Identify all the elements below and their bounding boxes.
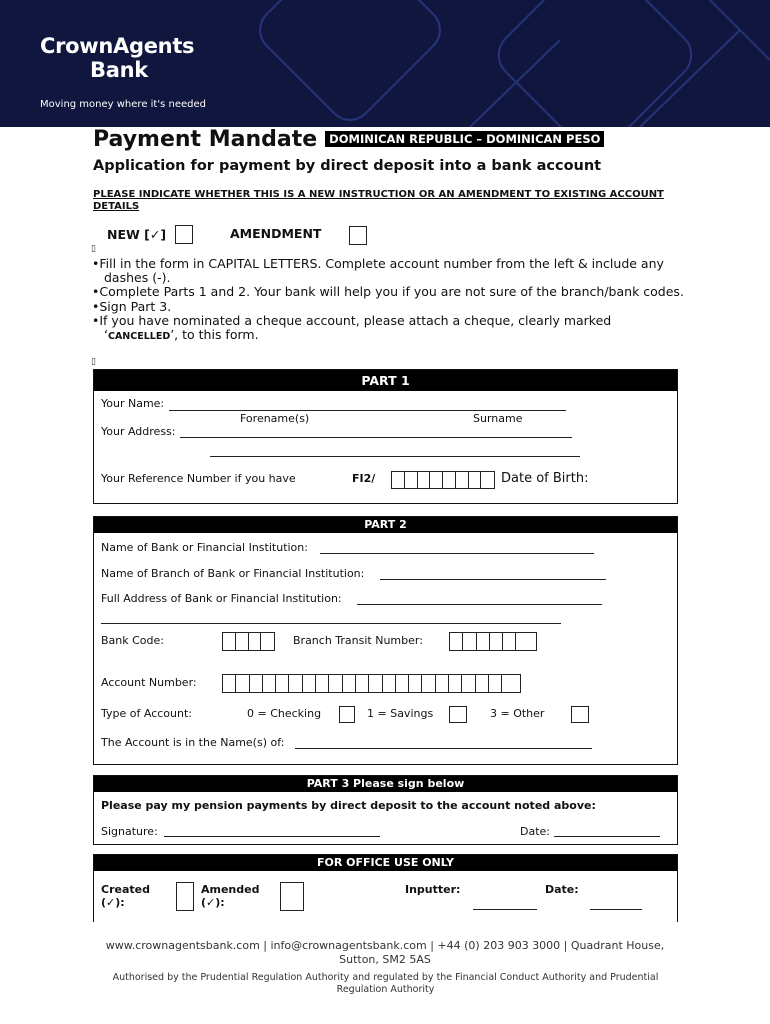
reference-number-cells[interactable] [391, 471, 495, 489]
inputter-label: Inputter: [405, 883, 461, 896]
page-title: Payment Mandate [93, 127, 318, 152]
footer-regulation: Authorised by the Prudential Regulation Authority and regulated by the Financial Conduct Authority and Prudential Regulation Authority [112, 972, 659, 995]
placeholder-glyph: ▯ [91, 244, 96, 254]
part1-section [93, 369, 678, 504]
your-address-field[interactable] [180, 437, 572, 438]
tagline: Moving money where it's needed [40, 99, 206, 110]
part3-date-field[interactable] [554, 836, 660, 837]
other-option-label: 3 = Other [490, 707, 545, 720]
created-label: Created (✓): [101, 883, 150, 909]
instruction-type-notice: PLEASE INDICATE WHETHER THIS IS A NEW INSTRUCTION OR AN AMENDMENT TO EXISTING ACCOUNT DETAILS [93, 189, 664, 212]
placeholder-glyph: ▯ [91, 357, 96, 367]
new-label: NEW [✓] [107, 227, 167, 242]
part2-section [93, 516, 678, 765]
part3-section [93, 775, 678, 845]
part2-header: PART 2 [94, 517, 677, 533]
forename-label: Forename(s) [240, 412, 310, 425]
instruction-item: •If you have nominated a cheque account, please attach a cheque, clearly marked ‘CANCELLED’, to this form. [92, 312, 612, 343]
account-type-label: Type of Account: [101, 707, 192, 720]
title-row [93, 127, 604, 152]
your-name-label: Your Name: [101, 397, 165, 410]
instruction-item: •Fill in the form in CAPITAL LETTERS. Complete account number from the left & include any dashes (-). [92, 256, 664, 286]
crown-agents-logo: CrownAgents Bank [40, 34, 195, 82]
subtitle: Application for payment by direct deposit into a bank account [93, 158, 602, 174]
amendment-checkbox[interactable] [349, 226, 367, 245]
savings-option-label: 1 = Savings [367, 707, 434, 720]
checking-checkbox[interactable] [339, 706, 355, 723]
reference-label: Your Reference Number if you have [101, 472, 296, 485]
created-checkbox[interactable] [176, 882, 194, 911]
checking-option-label: 0 = Checking [247, 707, 322, 720]
date-of-birth-label: Date of Birth: [501, 471, 589, 486]
fi2-prefix: FI2/ [352, 472, 376, 485]
full-address-field[interactable] [357, 604, 602, 605]
amendment-label: AMENDMENT [230, 226, 322, 241]
branch-name-field[interactable] [380, 579, 606, 580]
payment-statement: Please pay my pension payments by direct deposit to the account noted above: [101, 799, 596, 812]
instructions-list [86, 257, 686, 344]
office-use-section [93, 854, 678, 922]
part1-header: PART 1 [94, 370, 677, 391]
part3-date-label: Date: [520, 825, 550, 838]
your-name-field[interactable] [169, 410, 566, 411]
signature-field[interactable] [164, 836, 380, 837]
other-checkbox[interactable] [571, 706, 589, 723]
your-address-label: Your Address: [101, 425, 176, 438]
bank-name-field[interactable] [320, 553, 594, 554]
new-checkbox[interactable] [175, 225, 193, 244]
account-number-cells[interactable] [222, 674, 521, 693]
footer-contact: www.crownagentsbank.com | info@crownagentsbank.com | +44 (0) 203 903 3000 | Quadrant House, Sutton, SM2 5AS [105, 939, 665, 966]
inputter-field[interactable] [473, 909, 537, 910]
full-address-label: Full Address of Bank or Financial Institution: [101, 592, 342, 605]
amended-checkbox[interactable] [280, 882, 304, 911]
office-date-field[interactable] [590, 909, 642, 910]
amended-label: Amended (✓): [201, 883, 260, 909]
surname-label: Surname [473, 412, 523, 425]
part3-header: PART 3 Please sign below [94, 776, 677, 792]
account-names-field[interactable] [295, 748, 592, 749]
full-address-field-line2[interactable] [101, 623, 561, 624]
your-address-field-line2[interactable] [210, 456, 580, 457]
office-use-header: FOR OFFICE USE ONLY [94, 855, 677, 871]
branch-transit-cells[interactable] [449, 632, 537, 651]
bank-name-label: Name of Bank or Financial Institution: [101, 541, 308, 554]
office-date-label: Date: [545, 883, 579, 896]
savings-checkbox[interactable] [449, 706, 467, 723]
account-number-label: Account Number: [101, 676, 197, 689]
bank-code-label: Bank Code: [101, 634, 164, 647]
instruction-item: •Sign Part 3. [92, 298, 172, 314]
signature-label: Signature: [101, 825, 158, 838]
header-banner [0, 0, 770, 127]
country-currency-badge: DOMINICAN REPUBLIC – DOMINICAN PESO [325, 131, 604, 147]
bank-code-cells[interactable] [222, 632, 275, 651]
branch-transit-label: Branch Transit Number: [293, 634, 423, 647]
branch-name-label: Name of Branch of Bank or Financial Institution: [101, 567, 365, 580]
account-names-label: The Account is in the Name(s) of: [101, 736, 285, 749]
instruction-item: •Complete Parts 1 and 2. Your bank will help you if you are not sure of the branch/bank codes. [92, 284, 684, 300]
